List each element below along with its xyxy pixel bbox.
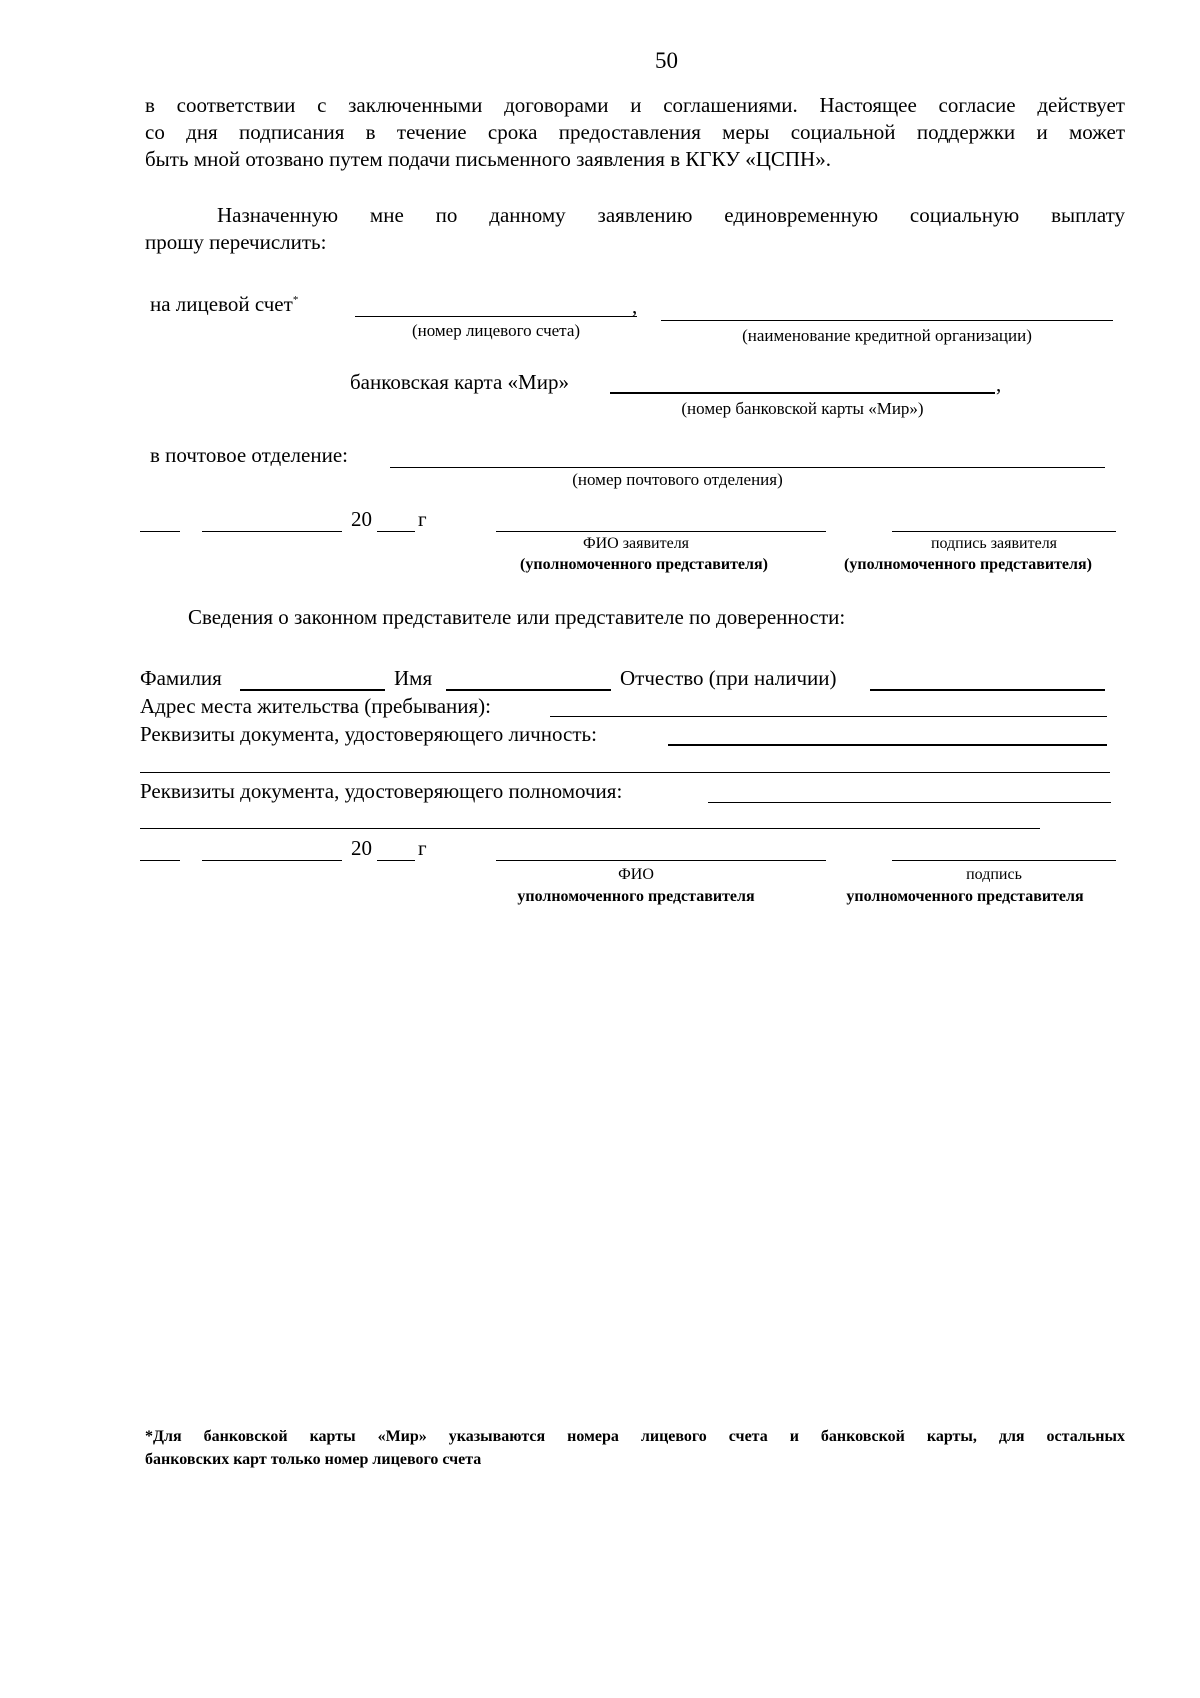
- payment-line-2: прошу перечислить:: [145, 230, 327, 254]
- credit-org-caption: (наименование кредитной организации): [742, 326, 1032, 345]
- name-label: Имя: [394, 666, 433, 690]
- post-office-label: в почтовое отделение:: [150, 443, 348, 467]
- applicant-fio-field[interactable]: [496, 531, 826, 532]
- representative-heading: Сведения о законном представителе или представителе по доверенности:: [188, 605, 846, 629]
- post-office-field[interactable]: [390, 467, 1105, 468]
- mir-card-comma: ,: [996, 372, 1002, 396]
- account-label: [150, 292, 298, 317]
- date-day-field-2[interactable]: [140, 860, 180, 861]
- representative-fio-caption: ФИО: [618, 866, 654, 883]
- footnote-line-1: *Для банковской карты «Мир» указываются номера лицевого счета и банковской карты, для остальных: [145, 1428, 1125, 1445]
- authority-doc-field[interactable]: [708, 802, 1111, 803]
- footnote-mark: *: [292, 294, 299, 306]
- applicant-sign-caption: подпись заявителя: [930, 535, 1058, 552]
- address-label: Адрес места жительства (пребывания):: [140, 694, 492, 718]
- patronymic-field[interactable]: [870, 689, 1105, 691]
- credit-org-field[interactable]: [661, 320, 1113, 321]
- id-doc-field-line-2[interactable]: [140, 772, 1110, 773]
- id-doc-field[interactable]: [668, 744, 1107, 746]
- authority-doc-field-line-2[interactable]: [140, 828, 1040, 829]
- consent-paragraph: [145, 92, 1125, 173]
- payment-paragraph: [145, 202, 1125, 256]
- year-prefix-1: 20: [351, 507, 372, 531]
- consent-line-3: быть мной отозвано путем подачи письменного заявления в КГКУ «ЦСПН».: [145, 147, 831, 171]
- payment-line-1: Назначенную мне по данному заявлению единовременную социальную выплату: [217, 203, 1125, 227]
- address-field[interactable]: [550, 716, 1107, 717]
- surname-label: Фамилия: [140, 666, 222, 690]
- mir-card-label: банковская карта «Мир»: [350, 370, 569, 394]
- year-prefix-2: 20: [351, 836, 372, 860]
- account-number-field[interactable]: [355, 316, 637, 317]
- account-comma: ,: [632, 294, 638, 318]
- representative-sign-caption-bold: уполномоченного представителя: [846, 888, 1084, 905]
- applicant-sign-field[interactable]: [892, 531, 1116, 532]
- applicant-fio-caption-bold: (уполномоченного представителя): [520, 556, 768, 573]
- representative-fio-caption-bold: уполномоченного представителя: [517, 888, 755, 905]
- year-field-1[interactable]: [377, 531, 415, 532]
- page-number: 50: [655, 48, 678, 73]
- patronymic-label: Отчество (при наличии): [620, 666, 837, 690]
- footnote-line-2: банковских карт только номер лицевого счета: [145, 1451, 482, 1468]
- date-month-field-1[interactable]: [202, 531, 342, 532]
- representative-sign-caption: подпись: [966, 866, 1022, 883]
- year-field-2[interactable]: [377, 860, 415, 861]
- mir-card-number-field[interactable]: [610, 392, 995, 394]
- consent-line-1: в соответствии с заключенными договорами и соглашениями. Настоящее согласие действует: [145, 93, 1125, 117]
- account-number-caption: (номер лицевого счета): [411, 321, 581, 340]
- representative-sign-field[interactable]: [892, 860, 1116, 861]
- year-suffix-1: г: [418, 507, 427, 531]
- mir-card-caption: (номер банковской карты «Мир»): [681, 399, 924, 418]
- id-doc-label: Реквизиты документа, удостоверяющего личность:: [140, 722, 597, 746]
- account-label-text: на лицевой счет: [150, 292, 293, 316]
- year-suffix-2: г: [418, 836, 427, 860]
- surname-field[interactable]: [240, 689, 385, 691]
- date-day-field-1[interactable]: [140, 531, 180, 532]
- name-field[interactable]: [446, 689, 611, 691]
- date-month-field-2[interactable]: [202, 860, 342, 861]
- post-office-caption: (номер почтового отделения): [572, 470, 783, 489]
- authority-doc-label: Реквизиты документа, удостоверяющего полномочия:: [140, 779, 623, 803]
- representative-fio-field[interactable]: [496, 860, 826, 861]
- applicant-sign-caption-bold: (уполномоченного представителя): [844, 556, 1092, 573]
- applicant-fio-caption: ФИО заявителя: [582, 535, 690, 552]
- consent-line-2: со дня подписания в течение срока предоставления меры социальной поддержки и может: [145, 120, 1125, 144]
